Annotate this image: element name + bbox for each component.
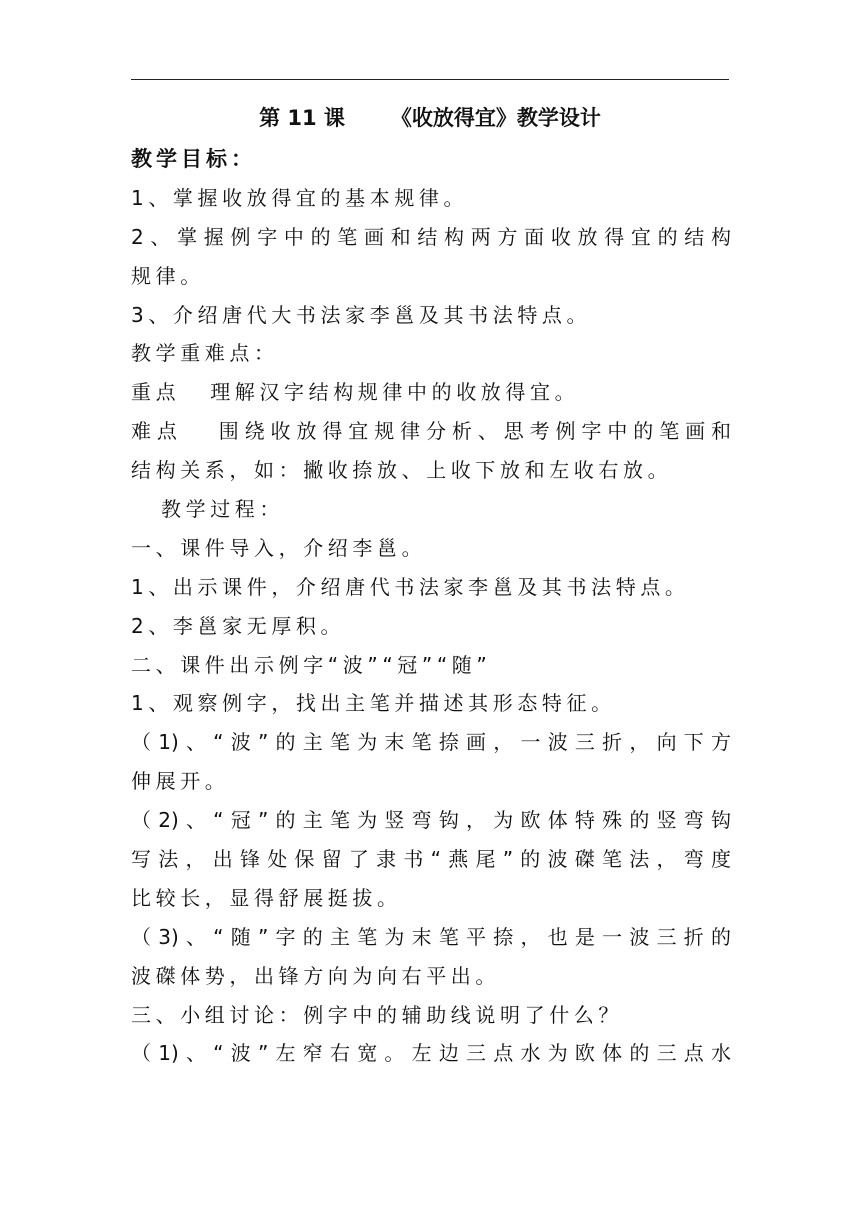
key-point-label: 重点 (131, 380, 181, 405)
section-1-item-1: 1、出示课件，介绍唐代书法家李邕及其书法特点。 (131, 574, 690, 599)
key-point-row (131, 373, 731, 412)
section-3-heading: 三、小组讨论：例字中的辅助线说明了什么？ (131, 1002, 623, 1027)
difficulty-text-2: 结构关系，如：撇收捺放、上收下放和左收右放。 (131, 458, 673, 483)
section-2-point-2-line-2: 写法，出锋处保留了隶书“燕尾”的波磔笔法，弯度 (131, 847, 731, 872)
section-2-point-3-line-2: 波磔体势，出锋方向为向右平出。 (131, 963, 500, 988)
difficulty-label: 难点 (131, 419, 183, 444)
goals-heading: 教学目标： (131, 147, 256, 171)
key-point-text: 理解汉字结构规律中的收放得宜。 (210, 380, 580, 405)
goal-2-line-1: 2、掌握例字中的笔画和结构两方面收放得宜的结构 (131, 224, 731, 249)
section-2-item-1: 1、观察例字，找出主笔并描述其形态特征。 (131, 691, 616, 716)
difficulty-text-1: 围绕收放得宜规律分析、思考例字中的笔画和 (212, 419, 732, 444)
header-rule (131, 79, 729, 80)
lesson-number: 第 11 课 (259, 106, 345, 130)
lesson-name: 《收放得宜》教学设计 (390, 106, 601, 130)
goal-2-line-2: 规律。 (131, 263, 205, 288)
section-2-point-1-line-2: 伸展开。 (131, 769, 230, 794)
section-2-point-1-line-1: （1)、“波”的主笔为末笔捺画，一波三折，向下方 (131, 730, 731, 755)
section-2-heading: 二、课件出示例字“波”“冠”“随” (131, 652, 492, 677)
section-2-point-2-line-3: 比较长，显得舒展挺拔。 (131, 885, 402, 910)
goal-1: 1、掌握收放得宜的基本规律。 (131, 185, 469, 210)
goal-3: 3、介绍唐代大书法家李邕及其书法特点。 (131, 302, 592, 327)
section-3-point-1-line-1: （1)、“波”左窄右宽。左边三点水为欧体的三点水 (131, 1041, 731, 1066)
key-points-heading: 教学重难点： (131, 341, 279, 366)
section-2-point-3-line-1: （3)、“随”字的主笔为末笔平捺，也是一波三折的 (131, 924, 731, 949)
document-body (131, 140, 731, 1073)
document-title (131, 102, 729, 134)
process-heading: 教学过程： (161, 497, 284, 522)
section-1-item-2: 2、李邕家无厚积。 (131, 613, 346, 638)
difficulty-row (131, 412, 731, 451)
section-1-heading: 一、课件导入，介绍李邕。 (131, 535, 427, 560)
section-2-point-2-line-1: （2)、“冠”的主笔为竖弯钩，为欧体特殊的竖弯钩 (131, 808, 731, 833)
